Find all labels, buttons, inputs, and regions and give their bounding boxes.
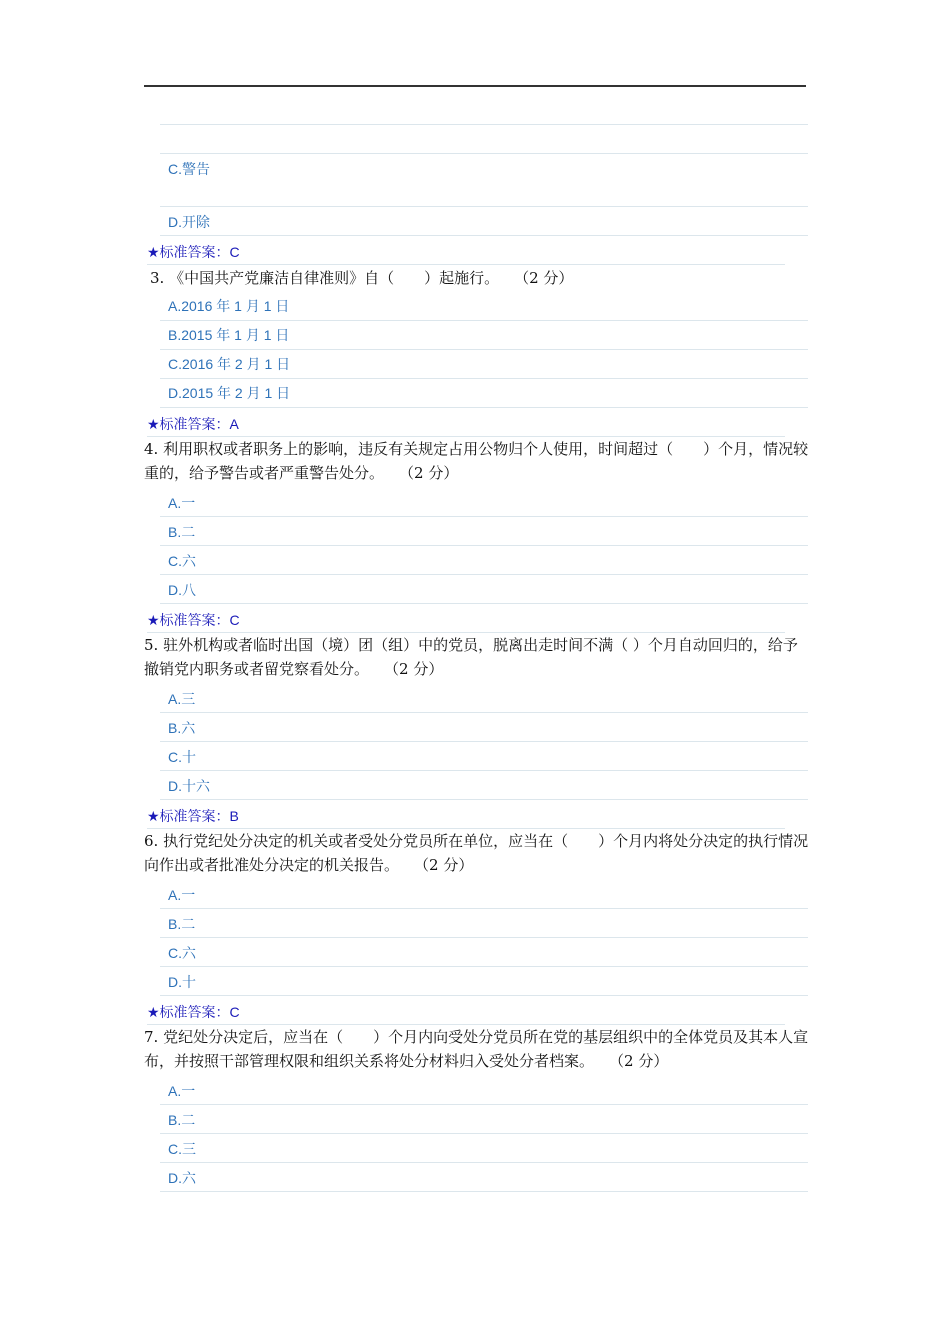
option-row[interactable] — [160, 771, 808, 800]
standard-answer-text: ★标准答案：C — [147, 1004, 240, 1020]
option-label: D.六 — [168, 1170, 196, 1186]
option-row[interactable] — [160, 321, 808, 350]
option-row-empty — [160, 125, 808, 154]
option-label: A.一 — [168, 887, 196, 903]
option-row[interactable] — [160, 713, 808, 742]
option-row[interactable] — [160, 938, 808, 967]
standard-answer — [147, 604, 785, 633]
question-stem: 4. 利用职权或者职务上的影响，违反有关规定占用公物归个人使用，时间超过（ ）个月，情况较重的，给予警告或者严重警告处分。 （2 分） — [144, 440, 809, 482]
option-row[interactable] — [160, 517, 808, 546]
standard-answer — [147, 800, 785, 829]
option-row-empty — [160, 96, 808, 125]
option-row[interactable] — [160, 1134, 808, 1163]
question-stem: 6. 执行党纪处分决定的机关或者受处分党员所在单位，应当在（ ）个月内将处分决定的执行情况向作出或者批准处分决定的机关报告。 （2 分） — [144, 832, 809, 874]
option-label: C.三 — [168, 1141, 196, 1157]
option-label: A.2016 年 1 月 1 日 — [168, 298, 290, 314]
option-label: D.十六 — [168, 778, 210, 794]
option-label: B.六 — [168, 720, 196, 736]
option-label: B.二 — [168, 916, 196, 932]
option-label: D.十 — [168, 974, 196, 990]
option-label: D.开除 — [168, 214, 210, 230]
option-row[interactable] — [160, 350, 808, 379]
option-row[interactable] — [160, 684, 808, 713]
header-rule — [144, 85, 806, 87]
option-label: B.二 — [168, 524, 196, 540]
option-label: C.警告 — [168, 161, 210, 177]
option-row[interactable] — [160, 154, 808, 207]
question-stem: 3. 《中国共产党廉洁自律准则》自（ ）起施行。 （2 分） — [150, 269, 574, 287]
option-row[interactable] — [160, 967, 808, 996]
standard-answer — [147, 408, 785, 437]
question-stem: 7. 党纪处分决定后，应当在（ ）个月内向受处分党员所在党的基层组织中的全体党员及其本人宣布，并按照干部管理权限和组织关系将处分材料归入受处分者档案。 （2 分） — [144, 1028, 809, 1070]
option-row[interactable] — [160, 379, 808, 408]
option-row[interactable] — [160, 880, 808, 909]
option-label: C.2016 年 2 月 1 日 — [168, 356, 291, 372]
option-row[interactable] — [160, 488, 808, 517]
option-row[interactable] — [160, 292, 808, 321]
option-label: C.六 — [168, 553, 196, 569]
option-row[interactable] — [160, 1076, 808, 1105]
standard-answer — [147, 996, 785, 1025]
option-row[interactable] — [160, 575, 808, 604]
option-label: A.一 — [168, 495, 196, 511]
option-label: A.一 — [168, 1083, 196, 1099]
standard-answer-text: ★标准答案：C — [147, 244, 240, 260]
option-label: B.二 — [168, 1112, 196, 1128]
standard-answer-text: ★标准答案：C — [147, 612, 240, 628]
option-label: C.十 — [168, 749, 196, 765]
option-row[interactable] — [160, 909, 808, 938]
option-row[interactable] — [160, 742, 808, 771]
option-row[interactable] — [160, 1105, 808, 1134]
option-row[interactable] — [160, 207, 808, 236]
option-label: C.六 — [168, 945, 196, 961]
standard-answer — [147, 236, 785, 265]
option-label: D.2015 年 2 月 1 日 — [168, 385, 291, 401]
standard-answer-text: ★标准答案：B — [147, 808, 239, 824]
question-stem: 5. 驻外机构或者临时出国（境）团（组）中的党员，脱离出走时间不满（ ）个月自动回归的，给予撤销党内职务或者留党察看处分。 （2 分） — [144, 636, 798, 678]
standard-answer-text: ★标准答案：A — [147, 416, 239, 432]
option-label: D.八 — [168, 582, 196, 598]
option-label: A.三 — [168, 691, 196, 707]
option-label: B.2015 年 1 月 1 日 — [168, 327, 290, 343]
option-row[interactable] — [160, 1163, 808, 1192]
option-row[interactable] — [160, 546, 808, 575]
